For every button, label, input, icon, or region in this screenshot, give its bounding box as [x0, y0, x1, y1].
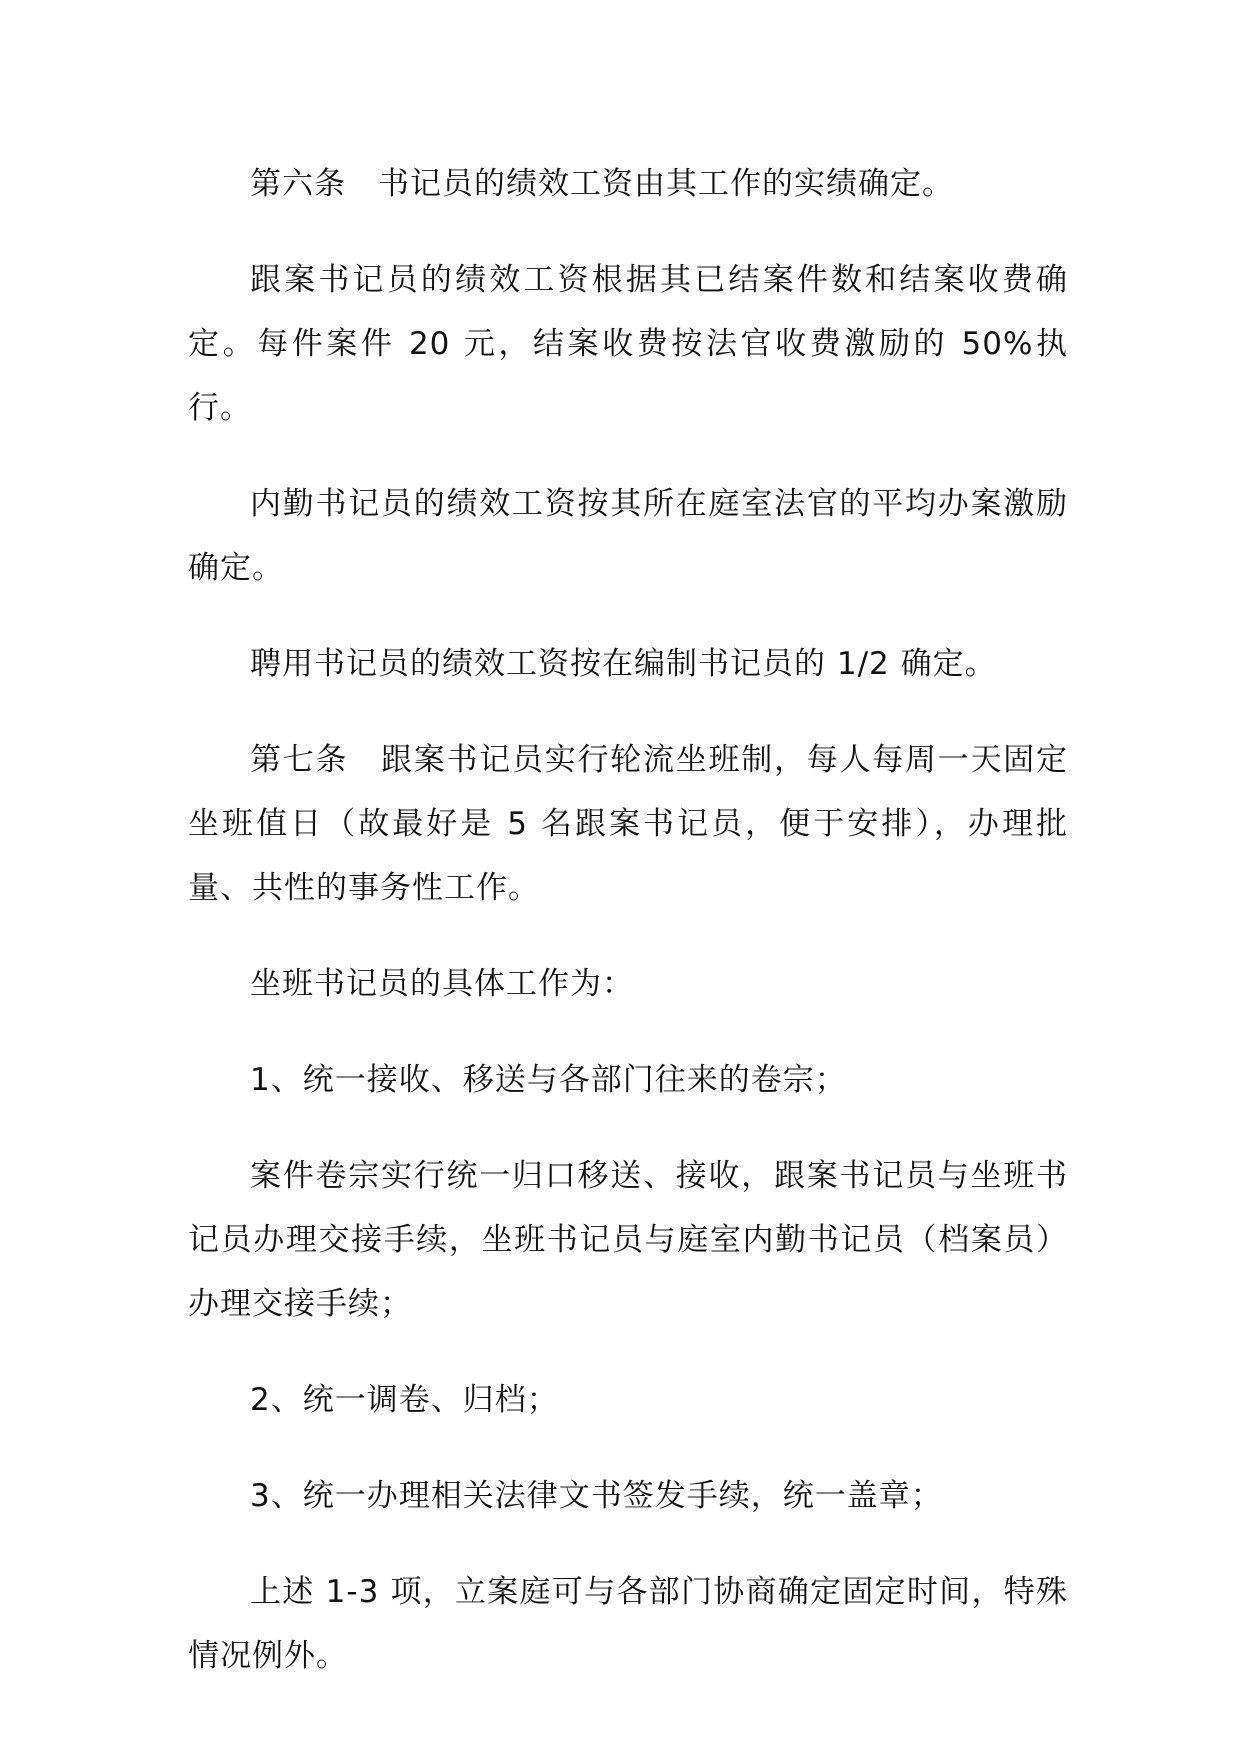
paragraph-file-transfer: 案件卷宗实行统一归口移送、接收，跟案书记员与坐班书记员办理交接手续，坐班书记员与庭室内勤书记员（档案员）办理交接手续； — [188, 1158, 1068, 1322]
paragraph-article-6: 第六条 书记员的绩效工资由其工作的实绩确定。 — [250, 166, 954, 202]
list-item-2: 2、统一调卷、归档； — [250, 1382, 559, 1418]
paragraph-items-note: 上述 1-3 项，立案庭可与各部门协商确定固定时间，特殊情况例外。 — [188, 1574, 1068, 1674]
list-item-3: 3、统一办理相关法律文书签发手续，统一盖章； — [250, 1478, 943, 1514]
paragraph-internal-clerk-pay: 内勤书记员的绩效工资按其所在庭室法官的平均办案激励确定。 — [188, 486, 1068, 586]
document-body — [188, 152, 1068, 1720]
paragraph-hired-clerk-pay: 聘用书记员的绩效工资按在编制书记员的 1/2 确定。 — [250, 646, 997, 682]
paragraph-case-clerk-pay: 跟案书记员的绩效工资根据其已结案件数和结案收费确定。每件案件 20 元，结案收费按法官收费激励的 50%执行。 — [188, 262, 1068, 426]
list-item-1: 1、统一接收、移送与各部门往来的卷宗； — [250, 1062, 847, 1098]
paragraph-duty-clerk-intro: 坐班书记员的具体工作为： — [250, 966, 634, 1002]
paragraph-article-7: 第七条 跟案书记员实行轮流坐班制，每人每周一天固定坐班值日（故最好是 5 名跟案书记员，便于安排），办理批量、共性的事务性工作。 — [188, 742, 1068, 906]
